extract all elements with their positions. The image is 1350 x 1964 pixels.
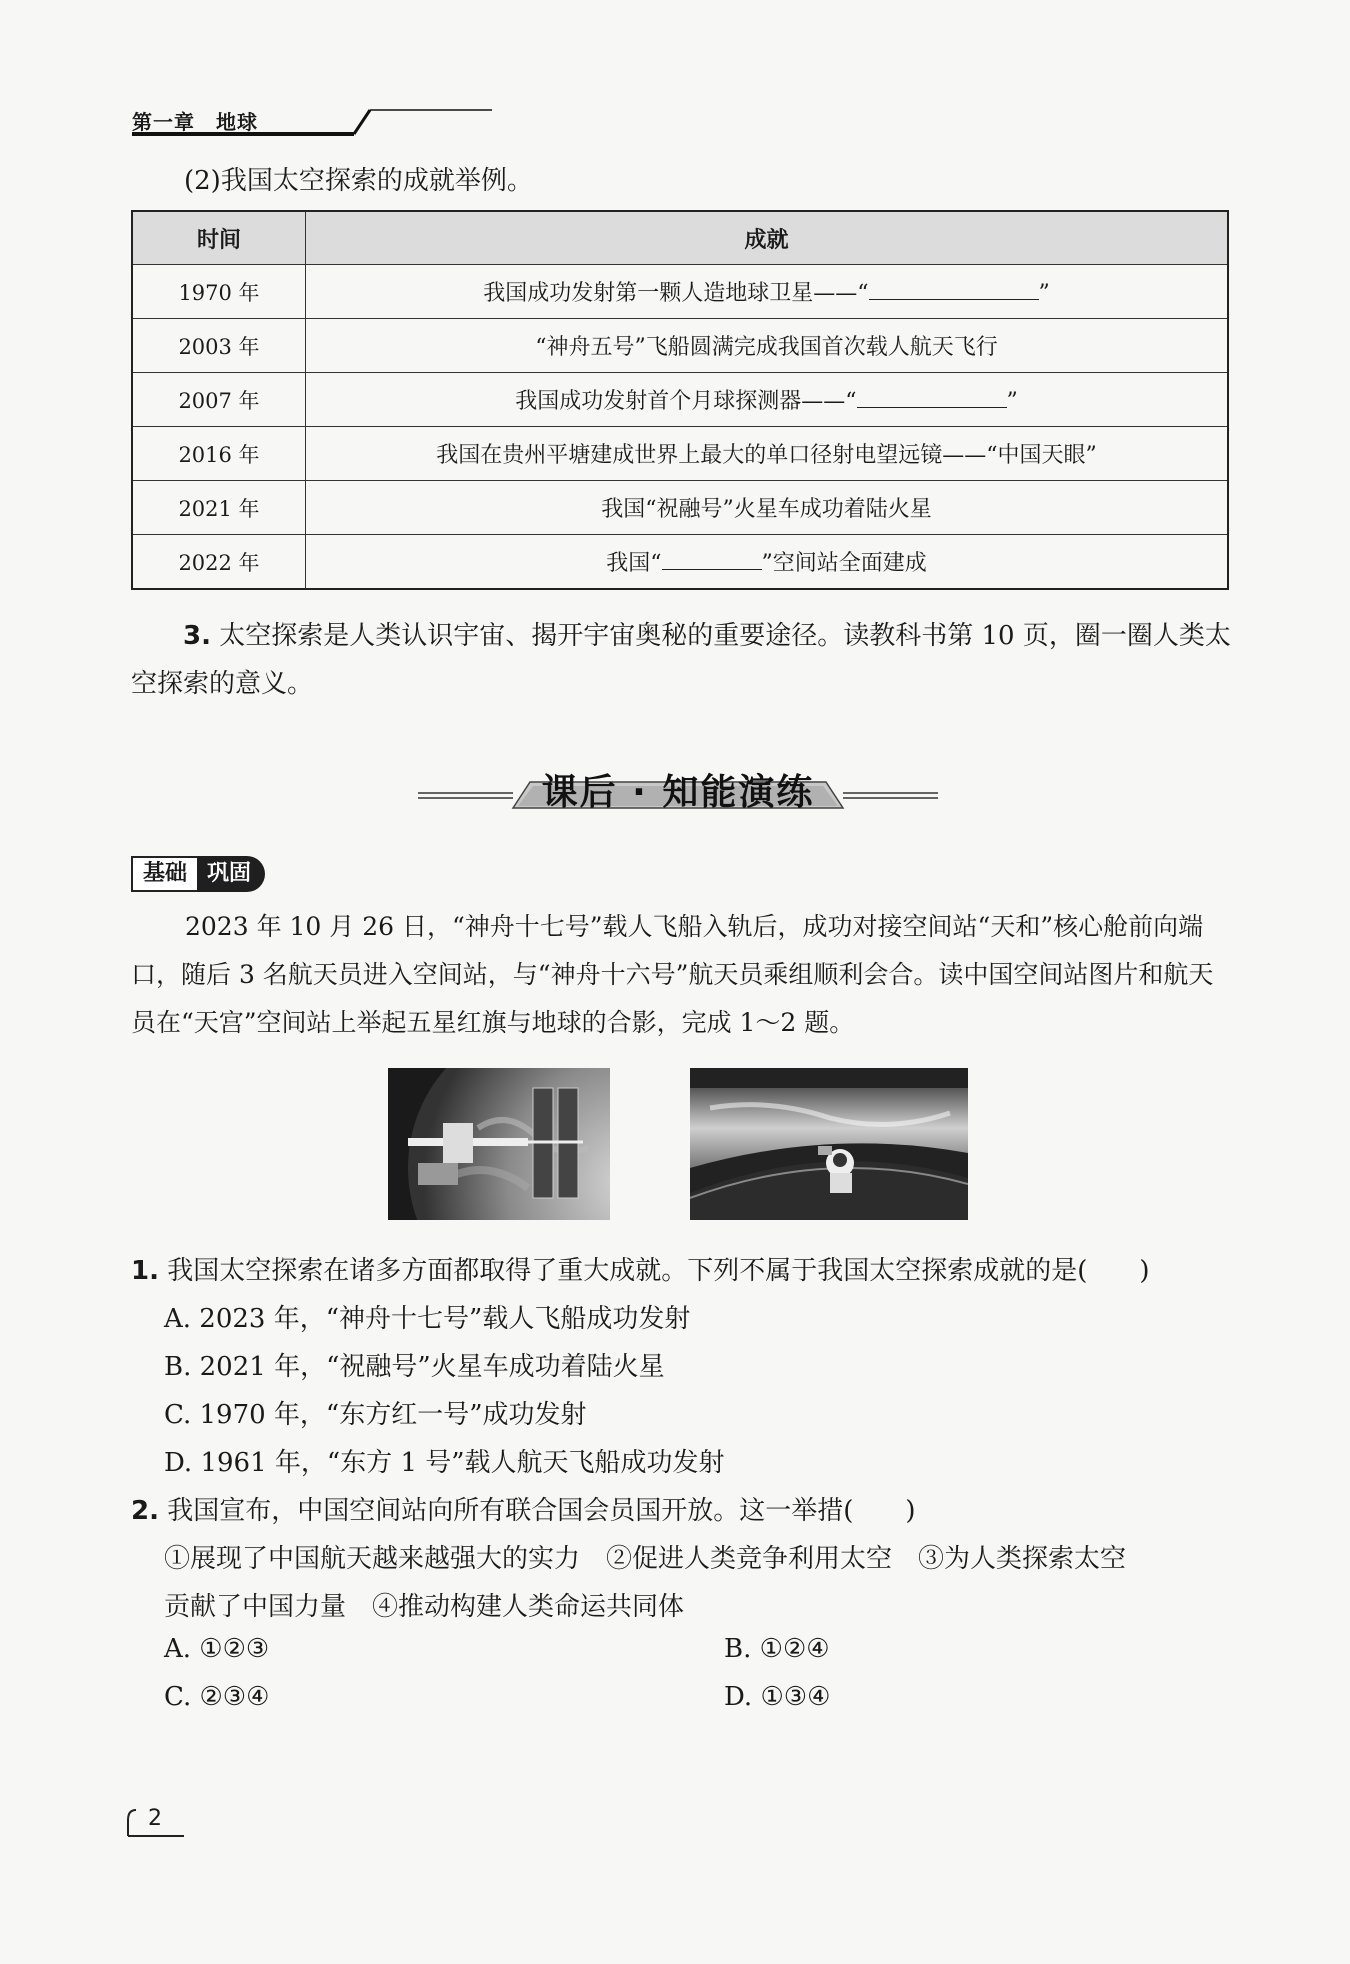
sub-question-2: (2)我国太空探索的成就举例。 (184, 166, 533, 196)
achievement-text: “神舟五号”飞船圆满完成我国首次载人航天飞行 (535, 335, 998, 360)
chapter-header (132, 104, 492, 134)
fill-in-blank[interactable] (857, 389, 1007, 408)
fill-in-blank[interactable] (869, 281, 1039, 300)
q2-option-d[interactable]: D. ①③④ (724, 1682, 831, 1712)
astronaut-earth-photo (690, 1068, 968, 1220)
question-2-number: 2. (131, 1496, 159, 1526)
chapter-title: 第一章 地球 (132, 110, 258, 134)
row-year: 2003 年 (132, 319, 306, 373)
banner-title: 课后 · 知能演练 (541, 772, 815, 813)
question-3 (131, 612, 1231, 708)
achievements-table (131, 210, 1229, 590)
row-achievement (306, 373, 1229, 427)
row-year: 2007 年 (132, 373, 306, 427)
section-tag (131, 856, 265, 892)
q2-option-c[interactable]: C. ②③④ (164, 1682, 270, 1712)
table-row (132, 427, 1228, 481)
row-year: 2021 年 (132, 481, 306, 535)
section-banner (418, 758, 938, 818)
tag-consolidate: 巩固 (197, 856, 265, 892)
page-number: 2 (148, 1806, 162, 1831)
row-achievement (306, 535, 1229, 590)
question-1-stem: 我国太空探索在诸多方面都取得了重大成就。下列不属于我国太空探索成就的是( ) (167, 1256, 1150, 1286)
table-row (132, 373, 1228, 427)
q2-statements-line2: 贡献了中国力量 ④推动构建人类命运共同体 (164, 1592, 685, 1622)
q1-option-c[interactable]: C. 1970 年，“东方红一号”成功发射 (164, 1400, 587, 1430)
row-achievement (306, 481, 1229, 535)
fill-in-blank[interactable] (662, 551, 762, 570)
question-2-stem: 我国宣布，中国空间站向所有联合国会员国开放。这一举措( ) (167, 1496, 916, 1526)
space-station-photo (388, 1068, 610, 1220)
intro-passage: 2023 年 10 月 26 日，“神舟十七号”载人飞船入轨后，成功对接空间站“天和”核心舱前向端口，随后 3 名航天员进入空间站，与“神舟十六号”航天员乘组顺利会合。读中国空间站图片和航天员在“天宫”空间站上举起五星红旗与地球的合影，完成 1～2 题。 (131, 912, 1214, 1037)
question-1-number: 1. (131, 1256, 159, 1286)
achievement-text: 我国在贵州平塘建成世界上最大的单口径射电望远镜——“中国天眼” (436, 443, 1097, 468)
achievement-text: 我国“祝融号”火星车成功着陆火星 (601, 497, 932, 522)
question-3-number: 3. (183, 621, 211, 651)
table-header-row (132, 211, 1228, 265)
row-year: 2022 年 (132, 535, 306, 590)
table-row (132, 319, 1228, 373)
tag-basic: 基础 (131, 856, 197, 892)
q1-option-d[interactable]: D. 1961 年，“东方 1 号”载人航天飞船成功发射 (164, 1448, 725, 1478)
row-achievement (306, 427, 1229, 481)
row-year: 1970 年 (132, 265, 306, 319)
row-achievement (306, 319, 1229, 373)
header-time: 时间 (132, 211, 306, 265)
row-year: 2016 年 (132, 427, 306, 481)
achievement-text-end: ” (1038, 281, 1050, 306)
q1-option-a[interactable]: A. 2023 年，“神舟十七号”载人飞船成功发射 (164, 1304, 691, 1334)
table-row (132, 265, 1228, 319)
row-achievement (306, 265, 1229, 319)
achievement-text: 我国“ (606, 551, 662, 576)
header-achievement: 成就 (306, 211, 1229, 265)
table-row (132, 481, 1228, 535)
achievement-text-end: ” (1006, 389, 1018, 414)
question-2 (131, 1490, 1241, 1527)
achievement-text: 我国成功发射第一颗人造地球卫星——“ (483, 281, 869, 306)
question-3-text: 太空探索是人类认识宇宙、揭开宇宙奥秘的重要途径。读教科书第 10 页，圈一圈人类太空探索的意义。 (131, 621, 1231, 699)
q2-statements-line1: ①展现了中国航天越来越强大的实力 ②促进人类竞争利用太空 ③为人类探索太空 (164, 1544, 1127, 1574)
q1-option-b[interactable]: B. 2021 年，“祝融号”火星车成功着陆火星 (164, 1352, 665, 1382)
table-row (132, 535, 1228, 590)
achievement-text: 我国成功发射首个月球探测器——“ (515, 389, 857, 414)
table-body (132, 265, 1228, 590)
q2-option-b[interactable]: B. ①②④ (724, 1634, 830, 1664)
achievement-text-end: ”空间站全面建成 (761, 551, 927, 576)
q2-option-a[interactable]: A. ①②③ (164, 1634, 270, 1664)
question-1 (131, 1250, 1241, 1287)
